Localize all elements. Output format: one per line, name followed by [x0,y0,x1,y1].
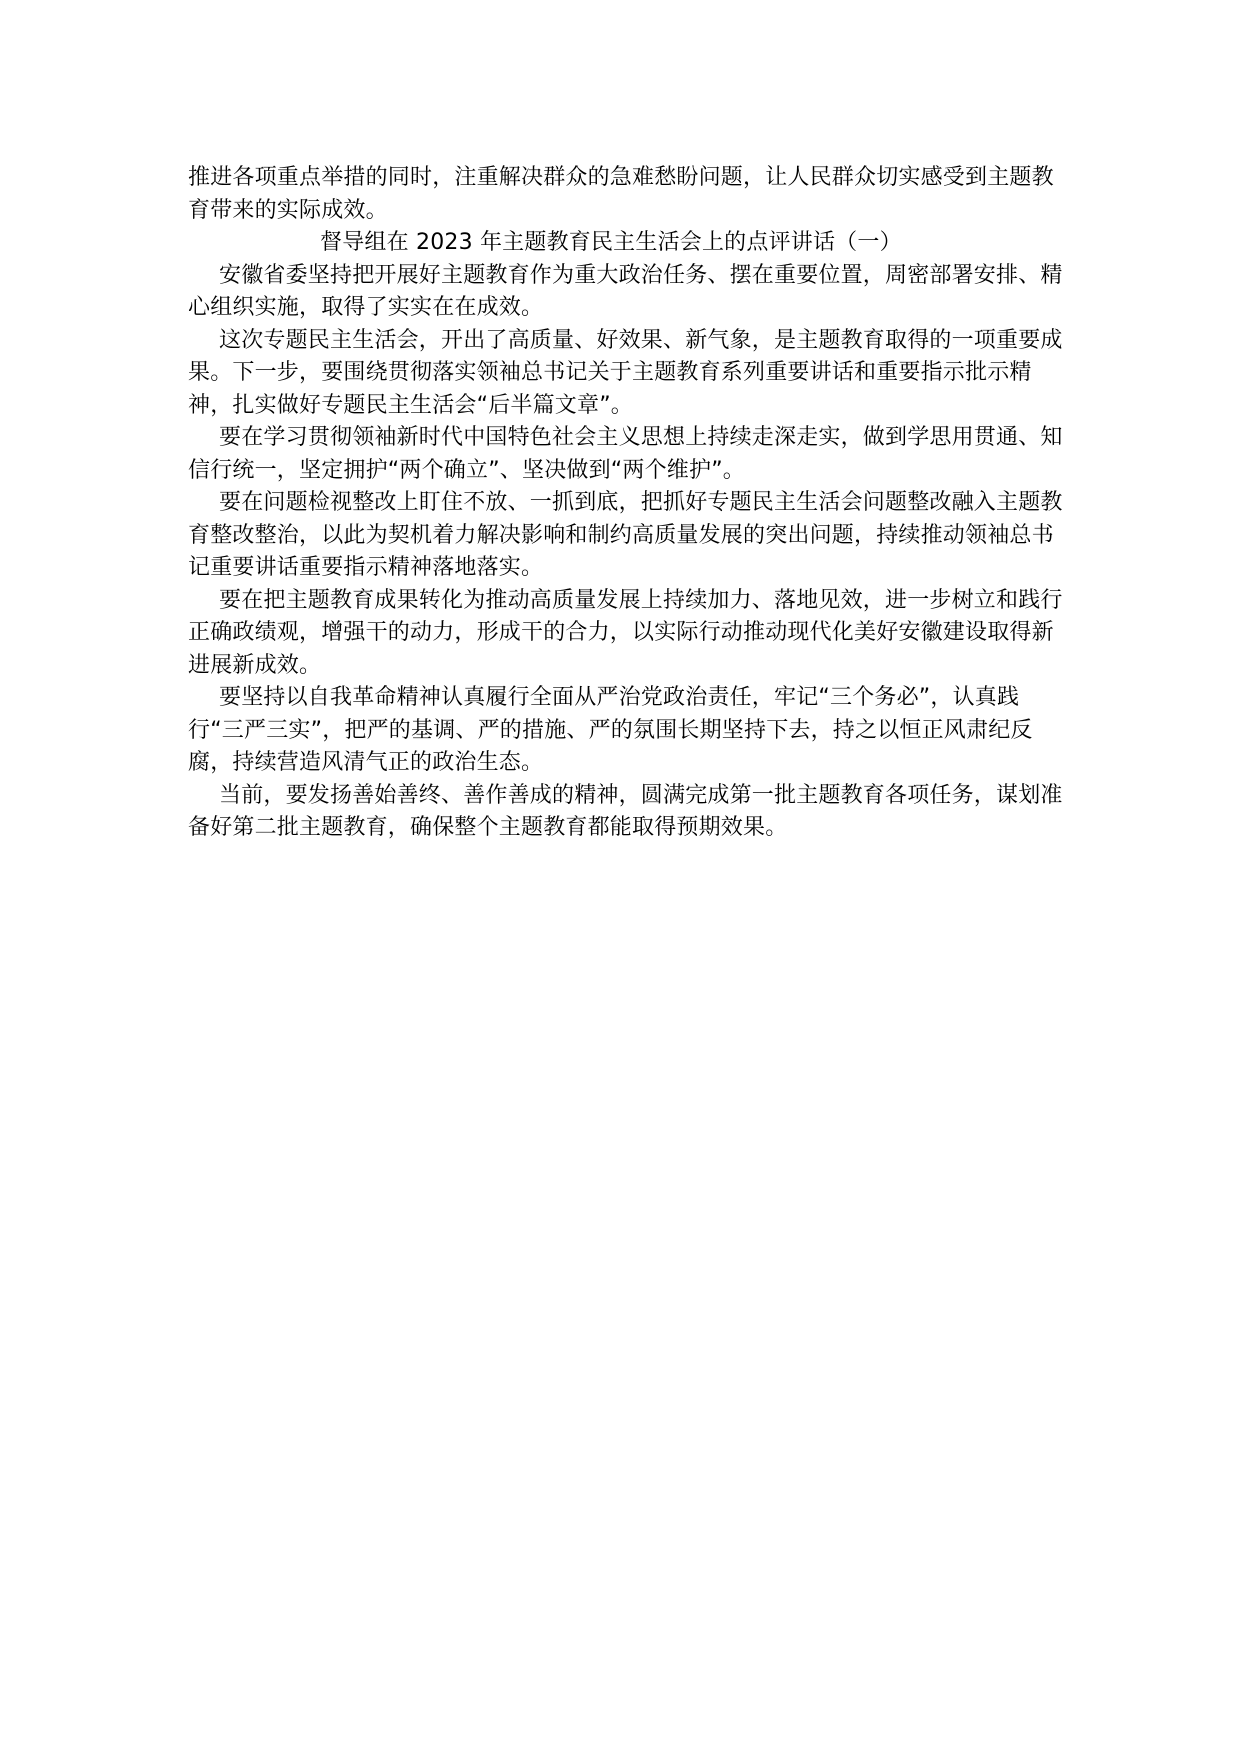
speech-title: 督导组在 2023 年主题教育民主生活会上的点评讲话（一） [320,230,902,255]
body-paragraph: 要在把主题教育成果转化为推动高质量发展上持续加力、落地见效，进一步树立和践行正确政绩观，增强干的动力，形成干的合力，以实际行动推动现代化美好安徽建设取得新进展新成效。 [188,587,1063,678]
body-paragraph: 要在问题检视整改上盯住不放、一抓到底，把抓好专题民主生活会问题整改融入主题教育整改整治，以此为契机着力解决影响和制约高质量发展的突出问题，持续推动领袖总书记重要讲话重要指示精神落地落实。 [188,490,1063,580]
body-paragraph: 要坚持以自我革命精神认真履行全面从严治党政治责任，牢记“三个务必”，认真践行“三严三实”，把严的基调、严的措施、严的氛围长期坚持下去，持之以恒正风肃纪反腐，持续营造风清气正的政治生态。 [188,685,1033,775]
body-paragraph: 安徽省委坚持把开展好主题教育作为重大政治任务、摆在重要位置，周密部署安排、精心组织实施，取得了实实在在成效。 [188,262,1063,320]
body-paragraph: 要在学习贯彻领袖新时代中国特色社会主义思想上持续走深走实，做到学思用贯通、知信行统一，坚定拥护“两个确立”、坚决做到“两个维护”。 [188,425,1063,483]
document-body [188,162,1068,845]
body-paragraph: 这次专题民主生活会，开出了高质量、好效果、新气象，是主题教育取得的一项重要成果。下一步，要围绕贯彻落实领袖总书记关于主题教育系列重要讲话和重要指示批示精神，扎实做好专题民主生活会“后半篇文章”。 [188,327,1063,418]
body-paragraph: 当前，要发扬善始善终、善作善成的精神，圆满完成第一批主题教育各项任务，谋划准备好第二批主题教育，确保整个主题教育都能取得预期效果。 [188,782,1063,840]
lead-paragraph: 推进各项重点举措的同时，注重解决群众的急难愁盼问题，让人民群众切实感受到主题教育带来的实际成效。 [188,165,1054,223]
